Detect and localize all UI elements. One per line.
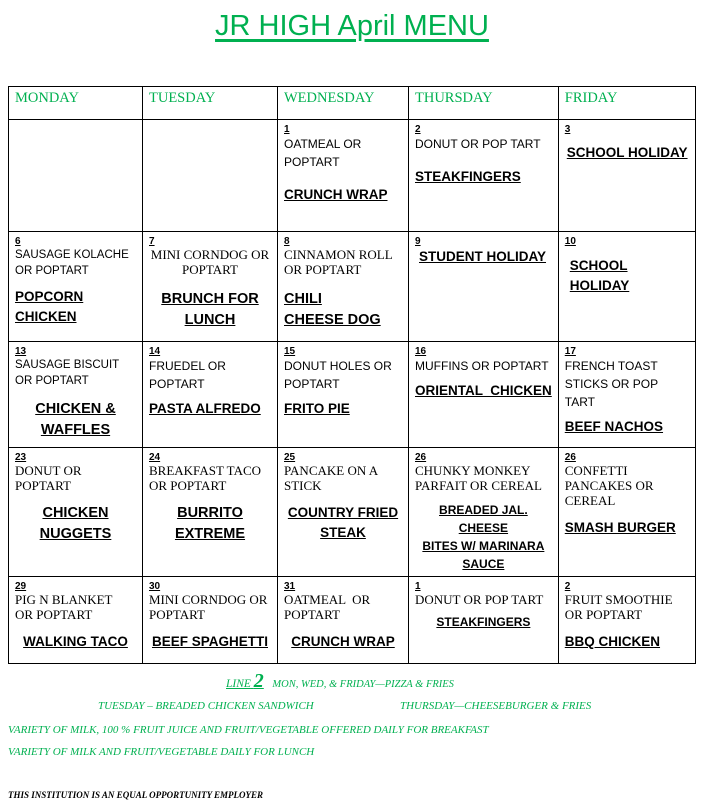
breakfast-item: BREAKFAST TACO OR POPTART: [149, 463, 262, 493]
day-cell: [558, 120, 695, 232]
breakfast-item: SAUSAGE KOLACHE OR POPTART: [15, 249, 129, 277]
breakfast-item: OATMEAL OR POPTART: [284, 137, 362, 169]
lunch-item: POPCORN: [15, 289, 84, 304]
date-number: 9: [415, 236, 421, 247]
lunch-item: CHICKEN &: [35, 401, 116, 417]
date-number: 25: [284, 452, 296, 463]
breakfast-item: FRUIT SMOOTHIE OR POPTART: [564, 592, 673, 622]
lunch-item: COUNTRY FRIED: [287, 505, 399, 520]
day-cell: [278, 232, 409, 342]
lunch-item: LUNCH: [184, 312, 236, 328]
breakfast-item: CHUNKY MONKEY PARFAIT OR CEREAL: [415, 463, 542, 493]
day-header-friday: FRIDAY: [558, 87, 695, 120]
date-number: 1: [284, 124, 290, 135]
breakfast-item: DONUT HOLES OR POPTART: [284, 359, 392, 391]
breakfast-item: CINNAMON ROLL OR POPTART: [284, 247, 393, 277]
week-row: [9, 120, 696, 232]
breakfast-item: DONUT OR POP TART: [415, 137, 541, 151]
lunch-item: CHICKEN: [15, 309, 77, 324]
breakfast-item: MUFFINS OR POPTART: [415, 359, 549, 373]
date-number: 29: [15, 581, 27, 592]
date-number: 13: [15, 346, 27, 357]
day-cell: [143, 232, 278, 342]
lunch-block: [15, 632, 136, 652]
day-cell: [278, 577, 409, 664]
date-number: 16: [415, 346, 427, 357]
lunch-item: STEAKFINGERS: [436, 615, 531, 629]
lunch-item: ORIENTAL CHICKEN: [415, 383, 552, 398]
week-row: [9, 448, 696, 577]
day-cell: [558, 232, 695, 342]
day-header-row: [9, 87, 696, 120]
day-header-tuesday: TUESDAY: [143, 87, 278, 120]
lunch-item: FRITO PIE: [284, 401, 350, 416]
menu-title-container: [0, 10, 704, 43]
day-cell: [9, 448, 143, 577]
date-number: 7: [149, 236, 155, 247]
day-cell: [409, 577, 559, 664]
lunch-item: SMASH BURGER: [564, 520, 676, 535]
date-number: 8: [284, 236, 290, 247]
day-cell-empty: [9, 120, 143, 232]
breakfast-item: MINI CORNDOG OR POPTART: [149, 592, 268, 622]
lunch-item: STEAK: [320, 525, 366, 540]
breakfast-item: FRUEDEL OR POPTART: [149, 359, 226, 391]
day-cell: [409, 342, 559, 448]
day-cell: [558, 448, 695, 577]
breakfast-item: CONFETTI PANCAKES OR CEREAL: [564, 463, 654, 508]
holiday-label: SCHOOL HOLIDAY: [566, 145, 688, 160]
page-title: JR HIGH April MENU: [215, 10, 489, 42]
lunch-note: VARIETY OF MILK AND FRUIT/VEGETABLE DAILY FOR LUNCH: [8, 746, 315, 758]
breakfast-note: VARIETY OF MILK, 100 % FRUIT JUICE AND FRUIT/VEGETABLE OFFERED DAILY FOR BREAKFAST: [8, 724, 489, 736]
day-cell: [9, 232, 143, 342]
breakfast-item: MINI CORNDOG OR POPTART: [150, 247, 270, 277]
day-cell: [9, 577, 143, 664]
date-number: 2: [564, 581, 571, 592]
date-number: 14: [149, 346, 161, 357]
day-cell: [558, 577, 695, 664]
date-number: 10: [564, 236, 576, 247]
day-cell: [278, 120, 409, 232]
day-cell: [278, 342, 409, 448]
breakfast-item: OATMEAL OR POPTART: [284, 592, 374, 622]
breakfast-item: DONUT OR POPTART: [15, 463, 82, 493]
breakfast-item: FRENCH TOAST STICKS OR POP TART: [564, 359, 658, 409]
date-number: 2: [415, 124, 421, 135]
breakfast-item: PIG N BLANKET OR POPTART: [15, 592, 119, 622]
date-number: 23: [15, 452, 27, 463]
day-cell: [409, 232, 559, 342]
date-number: 31: [284, 581, 296, 592]
week-row: [9, 577, 696, 664]
breakfast-item: PANCAKE ON A STICK: [284, 463, 378, 493]
lunch-item: CRUNCH WRAP: [291, 634, 395, 649]
lunch-block: [15, 399, 136, 441]
lunch-item: STEAKFINGERS: [415, 169, 521, 184]
week-row: [9, 232, 696, 342]
equal-opportunity-statement: THIS INSTITUTION IS AN EQUAL OPPORTUNITY EMPLOYER: [8, 790, 264, 800]
line2-info: [226, 670, 454, 693]
day-cell: [409, 120, 559, 232]
lunch-item: BITES W/ MARINARA: [422, 539, 545, 553]
day-cell: [9, 342, 143, 448]
lunch-block: [284, 632, 402, 652]
date-number: 26: [415, 452, 427, 463]
lunch-item: WAFFLES: [40, 422, 111, 438]
lunch-block: [415, 613, 552, 631]
lunch-item: BRUNCH FOR: [161, 291, 259, 307]
line2-number: 2: [253, 670, 264, 692]
lunch-block: [15, 503, 136, 545]
lunch-item: EXTREME: [174, 526, 246, 542]
day-cell: [278, 448, 409, 577]
menu-calendar-table: [8, 86, 696, 664]
date-number: 1: [415, 581, 421, 592]
day-cell: [558, 342, 695, 448]
lunch-item: BURRITO: [177, 505, 243, 521]
date-number: 24: [149, 452, 161, 463]
lunch-item: CHILI: [284, 291, 322, 307]
day-cell: [143, 342, 278, 448]
lunch-block: [149, 632, 271, 652]
day-cell: [143, 577, 278, 664]
lunch-item: CRUNCH WRAP: [284, 187, 388, 202]
breakfast-item: DONUT OR POP TART: [415, 592, 544, 607]
date-number: 6: [15, 236, 21, 247]
lunch-item: BEEF NACHOS: [564, 419, 664, 434]
line2-mon-wed-fri: MON, WED, & FRIDAY—PIZZA & FRIES: [272, 679, 454, 690]
day-cell: [409, 448, 559, 577]
date-number: 3: [564, 124, 571, 135]
holiday-label: SCHOOL HOLIDAY: [569, 258, 630, 293]
date-number: 17: [564, 346, 576, 357]
day-header-wednesday: WEDNESDAY: [278, 87, 409, 120]
day-header-thursday: THURSDAY: [409, 87, 559, 120]
lunch-block: [415, 501, 552, 573]
lunch-item: PASTA ALFREDO: [149, 401, 261, 416]
day-header-monday: MONDAY: [9, 87, 143, 120]
lunch-item: WALKING TACO: [23, 634, 128, 649]
week-row: [9, 342, 696, 448]
lunch-item: CHICKEN: [42, 505, 109, 521]
lunch-item: SAUCE: [462, 557, 505, 571]
line2-thursday: THURSDAY—CHEESEBURGER & FRIES: [400, 700, 592, 712]
lunch-item: BEEF SPAGHETTI: [151, 634, 268, 649]
breakfast-item: SAUSAGE BISCUIT OR POPTART: [15, 359, 119, 387]
lunch-item: NUGGETS: [39, 526, 112, 542]
day-cell: [143, 448, 278, 577]
holiday-label: STUDENT HOLIDAY: [419, 249, 547, 264]
lunch-item: BBQ CHICKEN: [564, 634, 661, 649]
date-number: 26: [564, 452, 576, 463]
lunch-block: [284, 503, 402, 543]
day-cell-empty: [143, 120, 278, 232]
lunch-item: BREADED JAL. CHEESE: [439, 503, 528, 535]
line2-label: LINE 2: [226, 670, 264, 692]
date-number: 30: [149, 581, 161, 592]
lunch-block: [149, 503, 271, 545]
line2-tuesday: TUESDAY – BREADED CHICKEN SANDWICH: [98, 700, 314, 712]
lunch-item: CHEESE DOG: [284, 312, 381, 328]
date-number: 15: [284, 346, 296, 357]
